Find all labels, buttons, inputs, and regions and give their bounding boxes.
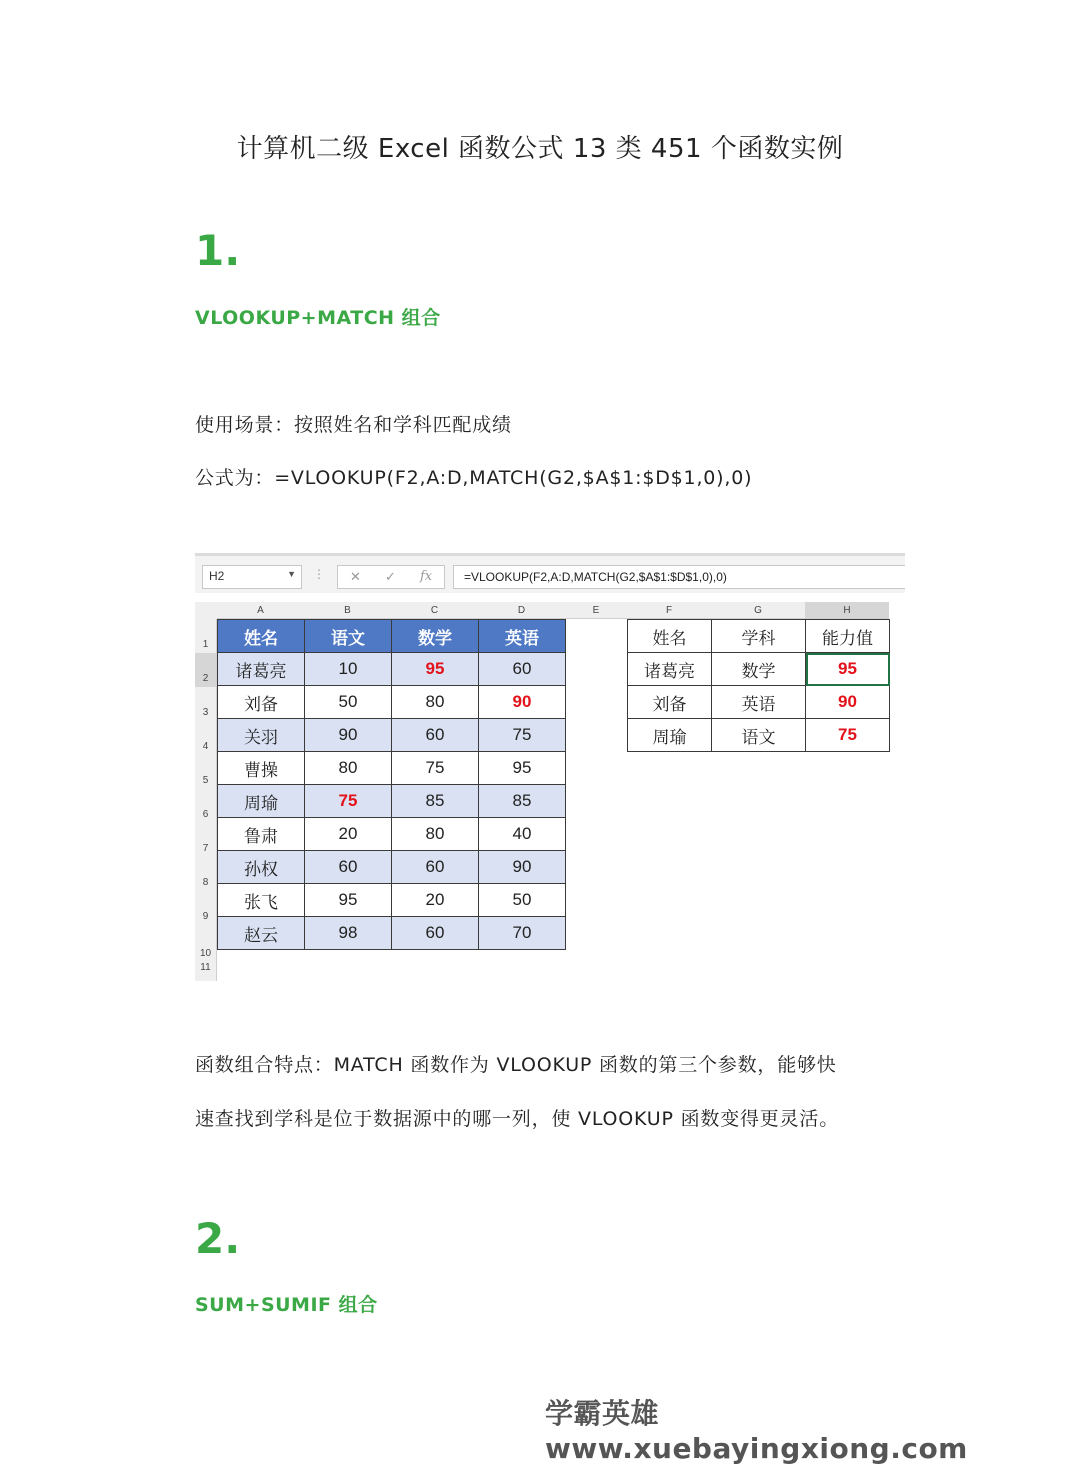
lookup-table: [627, 619, 890, 752]
lookup-row: [628, 653, 890, 686]
table-cell[interactable]: 鲁肃: [218, 818, 305, 851]
table-row: [218, 686, 566, 719]
table-row: [218, 818, 566, 851]
column-header-h[interactable]: H: [805, 602, 889, 619]
lookup-cell[interactable]: 周瑜: [628, 719, 712, 752]
row-header-9[interactable]: 9: [195, 891, 217, 925]
lookup-cell[interactable]: 语文: [712, 719, 806, 752]
lookup-cell[interactable]: 刘备: [628, 686, 712, 719]
lookup-header-ability[interactable]: 能力值: [806, 620, 890, 653]
table-cell[interactable]: 80: [305, 752, 392, 785]
lookup-header-subject[interactable]: 学科: [712, 620, 806, 653]
column-header-e[interactable]: E: [565, 602, 627, 619]
table-cell-highlight[interactable]: 75: [305, 785, 392, 818]
table-cell[interactable]: 诸葛亮: [218, 653, 305, 686]
row-header-11[interactable]: 11: [195, 959, 217, 981]
score-table: [217, 619, 566, 950]
feature-text-line-2: 速查找到学科是位于数据源中的哪一列，使 VLOOKUP 函数变得更灵活。: [195, 1108, 840, 1130]
lookup-cell[interactable]: 诸葛亮: [628, 653, 712, 686]
row-header-2[interactable]: 2: [195, 653, 217, 687]
table-cell[interactable]: 10: [305, 653, 392, 686]
row-header-6[interactable]: 6: [195, 789, 217, 823]
table-cell[interactable]: 60: [479, 653, 566, 686]
table-cell[interactable]: 50: [305, 686, 392, 719]
table-header-row: [218, 620, 566, 653]
header-cell-english[interactable]: 英语: [479, 620, 566, 653]
site-watermark: 学霸英雄 www.xuebayingxiong.com: [545, 1397, 968, 1465]
formula-bar-area: [195, 553, 905, 593]
formula-input[interactable]: =VLOOKUP(F2,A:D,MATCH(G2,$A$1:$D$1,0),0): [453, 565, 905, 589]
table-cell[interactable]: 刘备: [218, 686, 305, 719]
column-header-f[interactable]: F: [627, 602, 711, 619]
column-header-b[interactable]: B: [304, 602, 391, 619]
table-row: [218, 884, 566, 917]
table-cell[interactable]: 95: [479, 752, 566, 785]
table-cell[interactable]: 曹操: [218, 752, 305, 785]
function-icon[interactable]: fx: [420, 569, 433, 584]
table-cell[interactable]: 60: [392, 851, 479, 884]
lookup-header-name[interactable]: 姓名: [628, 620, 712, 653]
formula-icons: [337, 565, 445, 589]
table-row: [218, 851, 566, 884]
table-cell-highlight[interactable]: 90: [479, 686, 566, 719]
table-cell[interactable]: 60: [392, 917, 479, 950]
lookup-cell[interactable]: 数学: [712, 653, 806, 686]
table-row: [218, 752, 566, 785]
enter-icon[interactable]: ✓: [385, 569, 396, 584]
cancel-icon[interactable]: ✕: [350, 569, 361, 584]
table-cell[interactable]: 85: [479, 785, 566, 818]
table-cell-highlight[interactable]: 95: [392, 653, 479, 686]
table-cell[interactable]: 80: [392, 818, 479, 851]
column-header-d[interactable]: D: [478, 602, 565, 619]
row-header-7[interactable]: 7: [195, 823, 217, 857]
header-cell-name[interactable]: 姓名: [218, 620, 305, 653]
select-all-corner[interactable]: [195, 602, 217, 619]
name-box-value: H2: [209, 569, 225, 583]
table-cell[interactable]: 40: [479, 818, 566, 851]
table-cell[interactable]: 95: [305, 884, 392, 917]
table-row: [218, 719, 566, 752]
table-cell[interactable]: 关羽: [218, 719, 305, 752]
header-cell-chinese[interactable]: 语文: [305, 620, 392, 653]
table-cell[interactable]: 90: [305, 719, 392, 752]
table-cell[interactable]: 张飞: [218, 884, 305, 917]
selected-cell-h2[interactable]: 95: [806, 653, 890, 686]
table-cell[interactable]: 98: [305, 917, 392, 950]
row-header-5[interactable]: 5: [195, 755, 217, 789]
table-cell[interactable]: 50: [479, 884, 566, 917]
section-2-heading: SUM+SUMIF 组合: [195, 1294, 378, 1316]
document-title: 计算机二级 Excel 函数公式 13 类 451 个函数实例: [236, 134, 844, 164]
table-row: [218, 653, 566, 686]
table-cell[interactable]: 60: [305, 851, 392, 884]
scenario-text: 使用场景：按照姓名和学科匹配成绩: [195, 414, 512, 436]
table-cell[interactable]: 孙权: [218, 851, 305, 884]
table-cell[interactable]: 赵云: [218, 917, 305, 950]
name-box[interactable]: [202, 565, 302, 589]
table-cell[interactable]: 80: [392, 686, 479, 719]
table-cell[interactable]: 75: [479, 719, 566, 752]
lookup-row: [628, 686, 890, 719]
section-1-heading: VLOOKUP+MATCH 组合: [195, 307, 441, 329]
table-cell[interactable]: 20: [305, 818, 392, 851]
row-header-4[interactable]: 4: [195, 721, 217, 755]
lookup-header-row: [628, 620, 890, 653]
chevron-down-icon[interactable]: ▼: [287, 569, 296, 579]
formula-text: 公式为：=VLOOKUP(F2,A:D,MATCH(G2,$A$1:$D$1,0),0): [195, 467, 753, 489]
header-cell-math[interactable]: 数学: [392, 620, 479, 653]
lookup-cell[interactable]: 英语: [712, 686, 806, 719]
excel-screenshot: [195, 553, 905, 981]
column-header-c[interactable]: C: [391, 602, 478, 619]
lookup-result-cell[interactable]: 90: [806, 686, 890, 719]
table-cell[interactable]: 70: [479, 917, 566, 950]
table-row: [218, 917, 566, 950]
column-header-g[interactable]: G: [711, 602, 805, 619]
table-row: [218, 785, 566, 818]
row-header-8[interactable]: 8: [195, 857, 217, 891]
lookup-result-cell[interactable]: 75: [806, 719, 890, 752]
table-cell[interactable]: 85: [392, 785, 479, 818]
row-header-1[interactable]: 1: [195, 619, 217, 653]
table-cell[interactable]: 75: [392, 752, 479, 785]
column-header-a[interactable]: A: [217, 602, 304, 619]
lookup-row: [628, 719, 890, 752]
row-header-3[interactable]: 3: [195, 687, 217, 721]
table-cell[interactable]: 周瑜: [218, 785, 305, 818]
table-cell[interactable]: 60: [392, 719, 479, 752]
row-header-10[interactable]: 10: [195, 925, 217, 959]
section-1-number: 1.: [195, 226, 241, 275]
feature-text-line-1: 函数组合特点：MATCH 函数作为 VLOOKUP 函数的第三个参数，能够快: [195, 1054, 837, 1076]
table-cell[interactable]: 90: [479, 851, 566, 884]
more-icon: ⋮: [313, 567, 325, 581]
section-2-number: 2.: [195, 1214, 241, 1263]
table-cell[interactable]: 20: [392, 884, 479, 917]
